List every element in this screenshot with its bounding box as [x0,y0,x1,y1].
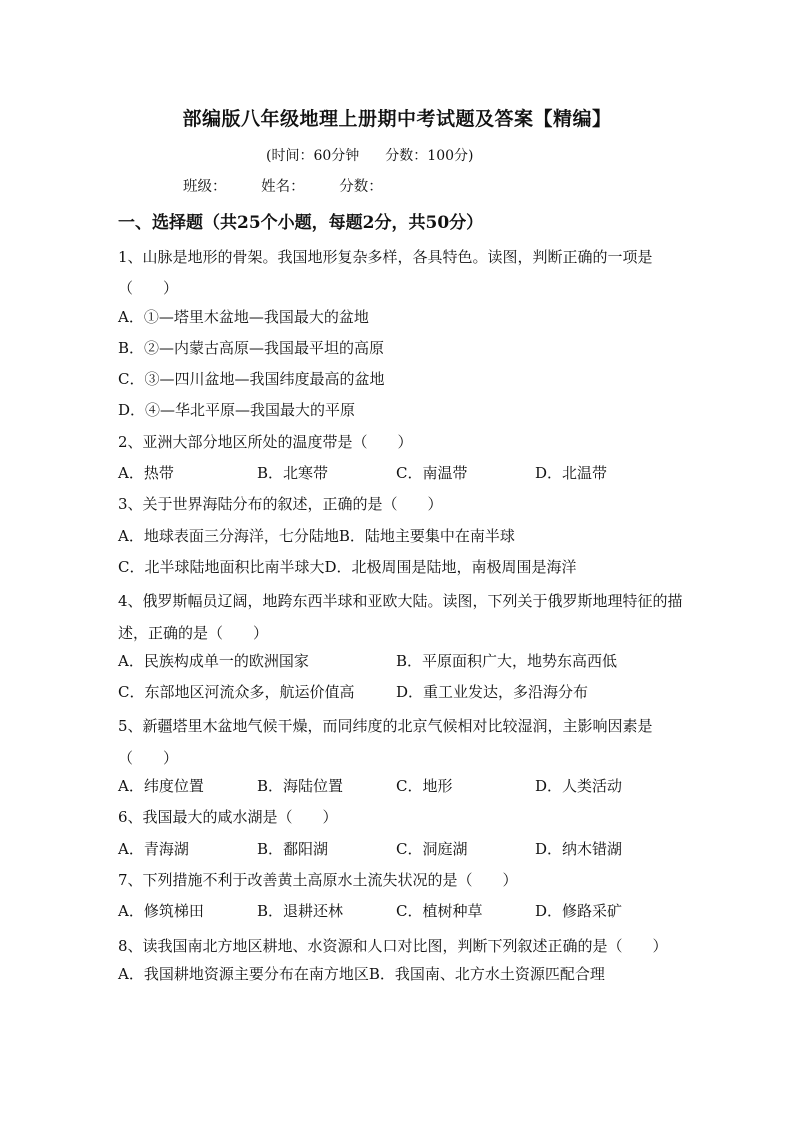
option: A．青海湖 [118,839,189,858]
option-row [118,461,688,492]
option: C．南温带 [396,464,468,483]
option: D．人类活动 [535,777,623,796]
option: B．②—内蒙古高原—我国最平坦的高原 [118,338,385,357]
question-stem: 7、下列措施不利于改善黄土高原水土流失状况的是（ ） [118,870,518,889]
option: B．鄱阳湖 [257,839,329,858]
option-row [118,837,688,868]
option: C．③—四川盆地—我国纬度最高的盆地 [118,370,385,389]
option: A．民族构成单一的欧洲国家 [118,651,309,670]
exam-info [266,145,499,165]
option: A．我国耕地资源主要分布在南方地区B．我国南、北方水土资源匹配合理 [118,964,605,983]
question-stem: 2、亚洲大部分地区所处的温度带是（ ） [118,432,413,451]
option: A．①—塔里木盆地—我国最大的盆地 [118,307,369,326]
option: A．热带 [118,464,174,483]
question-stem: 8、读我国南北方地区耕地、水资源和人口对比图，判断下列叙述正确的是（ ） [118,936,668,955]
question-stem: 1、山脉是地形的骨架。我国地形复杂多样，各具特色。读图，判断正确的一项是（ ） [118,248,653,298]
score-field-label: 分数： [339,179,383,195]
option: C．洞庭湖 [396,839,468,858]
class-field-label: 班级： [183,179,227,195]
page-title: 部编版八年级地理上册期中考试题及答案【精编】 [182,108,612,130]
name-field-label: 姓名： [261,179,305,195]
option: B．北寒带 [257,464,329,483]
question-stem: 4、俄罗斯幅员辽阔，地跨东西半球和亚欧大陆。读图，下列关于俄罗斯地理特征的描述，正确的是（ ） [118,592,683,642]
option: D．修路采矿 [535,902,623,921]
option: B．退耕还林 [257,902,344,921]
option: C．东部地区河流众多，航运价值高 [118,683,355,702]
option: A．纬度位置 [118,777,204,796]
question-stem: 6、我国最大的咸水湖是（ ） [118,808,338,827]
question-list [118,245,688,993]
option: D．重工业发达，多沿海分布 [396,683,589,702]
exam-total-score: 分数：100分) [385,148,474,164]
option: A．修筑梯田 [118,902,204,921]
question-stem: 3、关于世界海陆分布的叙述，正确的是（ ） [118,495,443,514]
option-row [118,774,688,805]
student-fields [183,175,413,196]
exam-time: (时间：60分钟 [266,148,360,164]
option: B．海陆位置 [257,777,344,796]
option-row [118,680,688,711]
section-heading: 一、选择题（共25个小题，每题2分，共50分） [118,213,484,233]
option: A．地球表面三分海洋，七分陆地B．陆地主要集中在南半球 [118,526,515,545]
option: D．北温带 [535,464,608,483]
option: D．④—华北平原—我国最大的平原 [118,401,356,420]
option: C．北半球陆地面积比南半球大D．北极周围是陆地，南极周围是海洋 [118,557,577,576]
option-row [118,899,688,930]
option: C．植树种草 [396,902,483,921]
option: B．平原面积广大，地势东高西低 [396,651,618,670]
option-row [118,649,688,680]
option: C．地形 [396,777,453,796]
question-stem: 5、新疆塔里木盆地气候干燥，而同纬度的北京气候相对比较湿润，主影响因素是（ ） [118,717,653,767]
option: D．纳木错湖 [535,839,623,858]
